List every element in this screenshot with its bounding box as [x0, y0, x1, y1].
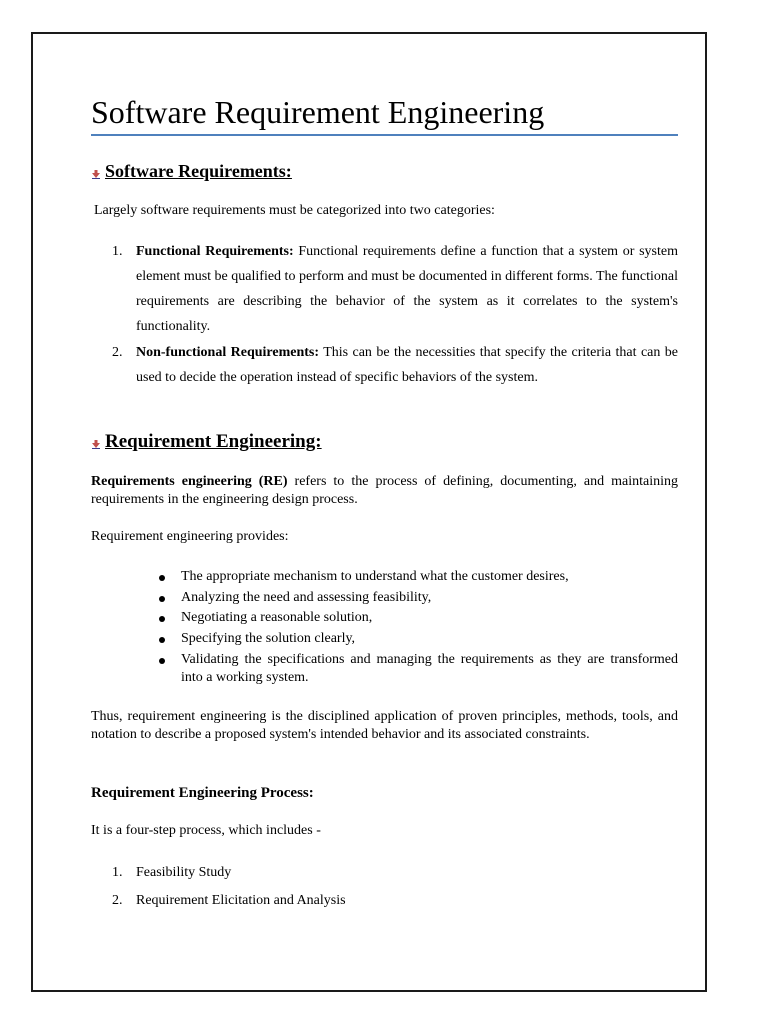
list-item: [112, 860, 678, 885]
list-text: Requirement Elicitation and Analysis: [136, 893, 346, 908]
document-title: Software Requirement Engineering: [91, 92, 678, 136]
list-term: Non-functional Requirements:: [136, 345, 320, 360]
bullet-dot-icon: [159, 616, 165, 622]
definition-paragraph: [91, 473, 678, 509]
section-heading-text: Software Requirements:: [105, 161, 292, 181]
bullet-text: Specifying the solution clearly,: [181, 631, 356, 646]
list-number: 2.: [112, 893, 123, 908]
definition-term: Requirements engineering (RE): [91, 474, 288, 489]
list-item: [112, 239, 678, 339]
provides-label: Requirement engineering provides:: [91, 529, 289, 544]
bullet-item: [181, 568, 678, 586]
list-text: Functional requirements define a function that a system or system element must be qualified to perform and must be documented in different forms. The functional requirements are describing the behavior of the system as it correlates to the system's functionality.: [136, 244, 678, 334]
process-intro: It is a four-step process, which includes -: [91, 823, 321, 838]
bullet-dot-icon: [159, 637, 165, 643]
bullet-dot-icon: [159, 658, 165, 664]
bullet-dot-icon: [159, 596, 165, 602]
list-text: Feasibility Study: [136, 865, 232, 880]
summary-paragraph: Thus, requirement engineering is the disciplined application of proven principles, methods, tools, and notation to describe a proposed system's intended behavior and its associated constraints.: [91, 709, 678, 742]
bullet-text: Validating the specifications and managing the requirements as they are transformed into a working system.: [181, 652, 678, 685]
bullet-item: [181, 609, 678, 627]
section-heading-software-requirements: [91, 161, 292, 182]
arrow-bullet-icon: [91, 439, 101, 449]
arrow-bullet-icon: [91, 169, 101, 179]
list-item: [112, 888, 678, 913]
section-heading-requirement-engineering: [91, 431, 322, 453]
section-heading-text: Requirement Engineering:: [105, 431, 322, 452]
bullet-text: The appropriate mechanism to understand what the customer desires,: [181, 569, 569, 584]
bullet-dot-icon: [159, 575, 165, 581]
bullet-text: Analyzing the need and assessing feasibility,: [181, 590, 432, 605]
intro-paragraph: Largely software requirements must be categorized into two categories:: [94, 203, 495, 218]
list-term: Functional Requirements:: [136, 244, 294, 259]
document-title-block: [91, 92, 678, 136]
list-number: 1.: [112, 865, 123, 880]
process-heading: Requirement Engineering Process:: [91, 785, 314, 801]
list-number: 1.: [112, 244, 123, 259]
bullet-text: Negotiating a reasonable solution,: [181, 610, 373, 625]
list-item: [112, 340, 678, 390]
bullet-item: [181, 630, 678, 648]
definition-text: refers to the process of defining, documenting, and maintaining requirements in the engineering design process.: [91, 474, 678, 507]
list-text: This can be the necessities that specify the criteria that can be used to decide the operation instead of specific behaviors of the system.: [136, 345, 678, 385]
bullet-item: [181, 589, 678, 607]
bullet-item: [181, 651, 678, 687]
list-number: 2.: [112, 345, 123, 360]
